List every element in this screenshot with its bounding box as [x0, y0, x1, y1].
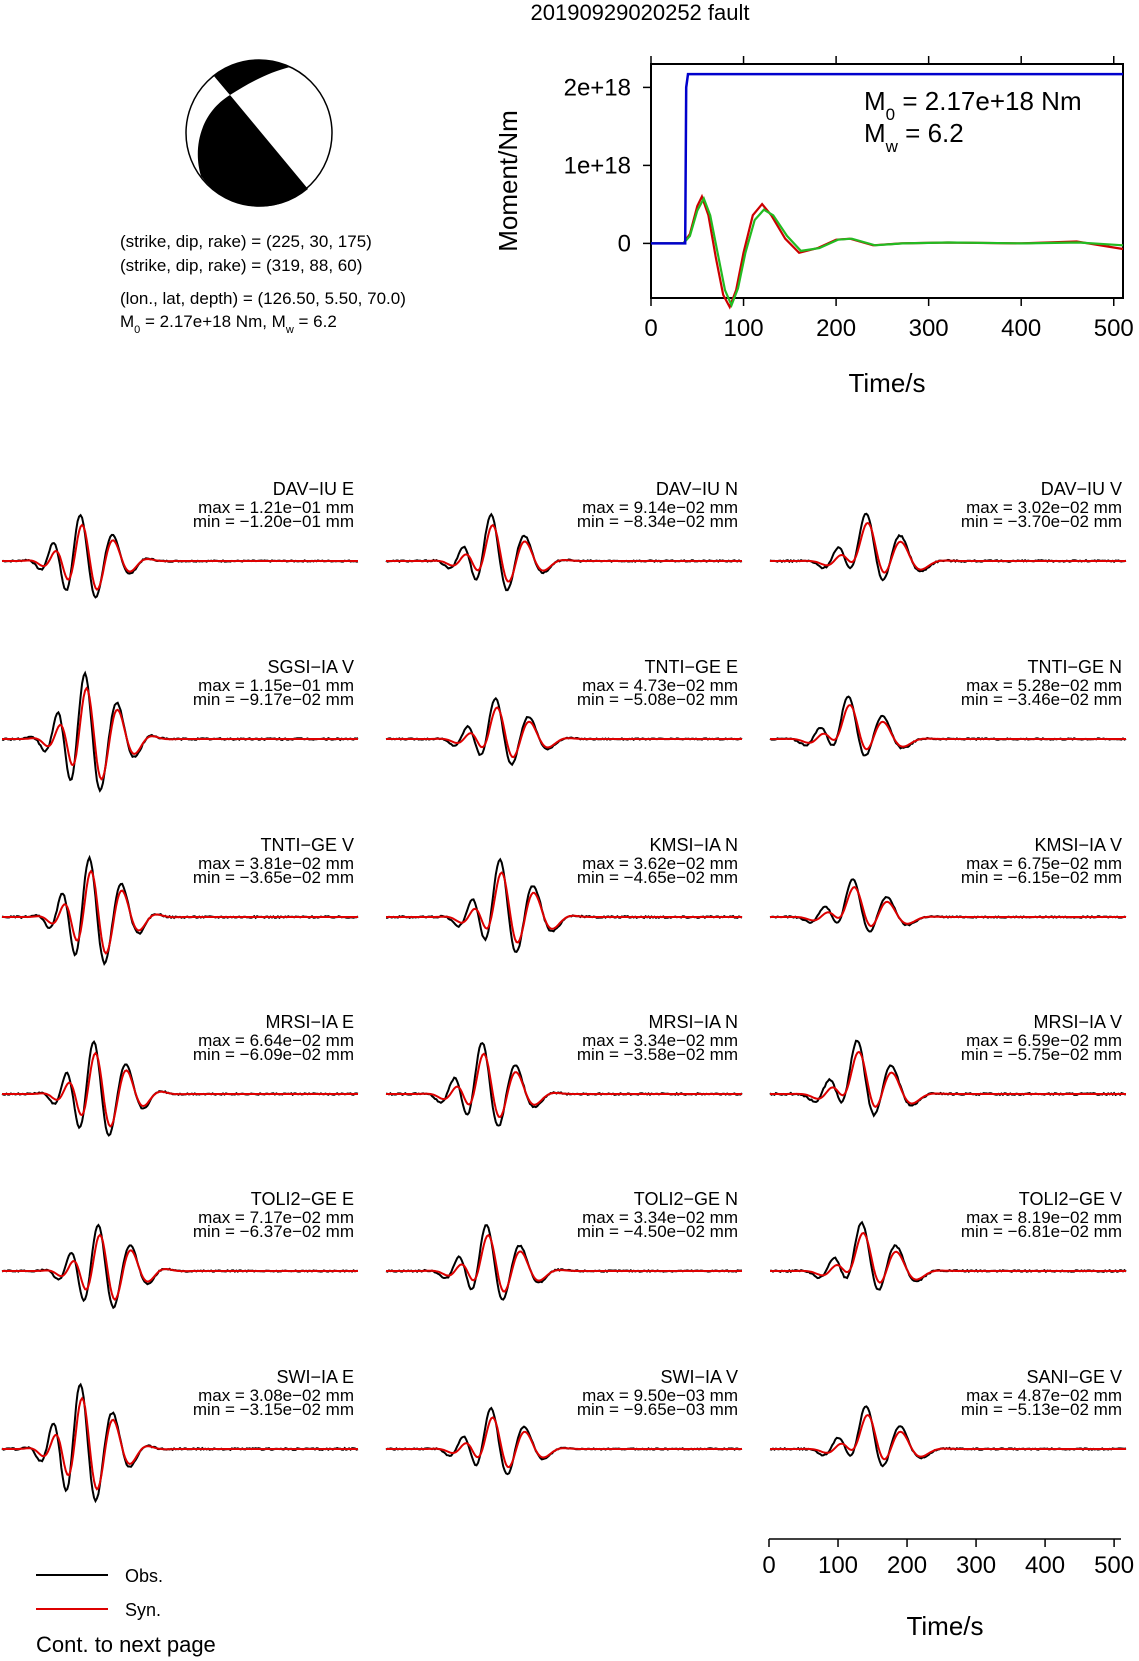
station-min: min = −3.70e−02 mm [960, 512, 1122, 531]
station-name: TNTI−GE N [1027, 657, 1122, 677]
station-max: max = 6.64e−02 mm [198, 1031, 354, 1050]
waveform-xtick-label: 100 [817, 1552, 859, 1579]
waveform-panel [770, 479, 1126, 580]
legend-obs-label: Obs. [125, 1566, 164, 1586]
station-name: SGSI−IA V [267, 657, 354, 677]
station-name: TOLI2−GE N [633, 1189, 738, 1209]
station-min: min = −3.15e−02 mm [192, 1400, 354, 1419]
waveform-panel [386, 1189, 742, 1300]
station-name: MRSI−IA V [1033, 1012, 1122, 1032]
mw-label: $M_w = 6.2$ [864, 118, 964, 156]
waveform-time-axis [762, 1539, 1134, 1641]
station-name: SWI−IA V [660, 1367, 738, 1387]
station-name: TNTI−GE V [260, 835, 354, 855]
station-max: max = 9.50e−03 mm [582, 1386, 738, 1405]
waveform-xtick-label: 0 [762, 1552, 776, 1579]
synthetic-waveform [386, 1235, 742, 1291]
station-max: max = 3.34e−02 mm [582, 1208, 738, 1227]
station-max: max = 1.15e−01 mm [198, 676, 354, 695]
station-min: min = −5.08e−02 mm [576, 690, 738, 709]
waveform-panels [2, 479, 1126, 1501]
synthetic-waveform [386, 1418, 742, 1468]
waveform-panel [770, 835, 1126, 932]
moment-xtick-label: 300 [908, 315, 949, 342]
station-min: min = −3.46e−02 mm [960, 690, 1122, 709]
station-name: SWI−IA E [276, 1367, 354, 1387]
m0-label: $M_0 = 2.17e+18$ Nm [864, 86, 1082, 124]
synthetic-waveform [2, 1235, 358, 1300]
waveform-panel [386, 1012, 742, 1126]
synthetic-waveform [2, 1053, 358, 1126]
legend-syn-label: Syn. [125, 1600, 162, 1620]
legend [36, 1566, 163, 1620]
continuation-note: Cont. to next page [36, 1632, 216, 1657]
station-name: DAV−IU N [655, 479, 738, 499]
station-min: min = −5.13e−02 mm [960, 1400, 1122, 1419]
station-max: max = 8.19e−02 mm [966, 1208, 1122, 1227]
station-min: min = −6.37e−02 mm [192, 1222, 354, 1241]
waveform-xlabel: Time/s [906, 1611, 984, 1641]
waveform-panel [386, 479, 742, 590]
nodal-plane-2: (strike, dip, rake) = (319, 88, 60) [120, 256, 363, 275]
waveform-panel [770, 1367, 1126, 1466]
station-max: max = 9.14e−02 mm [582, 498, 738, 517]
waveform-xtick-label: 300 [956, 1552, 997, 1579]
station-min: min = −6.81e−02 mm [960, 1222, 1122, 1241]
figure-title: 20190929020252 fault [530, 0, 750, 25]
moment-ytick-label: 2e+18 [563, 74, 631, 102]
station-name: KMSI−IA N [649, 835, 738, 855]
station-name: DAV−IU V [1040, 479, 1122, 499]
waveform-panel [770, 1012, 1126, 1116]
waveform-panel [770, 1189, 1126, 1290]
moment-plot [493, 56, 1134, 398]
synthetic-waveform [386, 525, 742, 581]
synthetic-waveform [2, 525, 358, 590]
synthetic-waveform [770, 1415, 1126, 1459]
nodal-plane-1: (strike, dip, rake) = (225, 30, 175) [120, 232, 372, 251]
waveform-panel [2, 1189, 358, 1308]
station-max: max = 7.17e−02 mm [198, 1208, 354, 1227]
station-max: max = 4.87e−02 mm [966, 1386, 1122, 1405]
station-min: min = −4.65e−02 mm [576, 868, 738, 887]
station-min: min = −6.09e−02 mm [192, 1045, 354, 1064]
location-line: (lon., lat, depth) = (126.50, 5.50, 70.0) [120, 289, 406, 308]
waveform-xtick-label: 500 [1094, 1552, 1135, 1579]
station-min: min = −9.17e−02 mm [192, 690, 354, 709]
station-name: SANI−GE V [1026, 1367, 1122, 1387]
moment-ytick-label: 0 [617, 230, 631, 258]
station-max: max = 3.81e−02 mm [198, 854, 354, 873]
station-max: max = 5.28e−02 mm [966, 676, 1122, 695]
waveform-panel [386, 657, 742, 765]
waveform-panel [2, 479, 358, 597]
waveform-xtick-label: 200 [887, 1552, 928, 1579]
waveform-panel [386, 1367, 742, 1474]
station-name: MRSI−IA N [648, 1012, 738, 1032]
waveform-panel [2, 1367, 358, 1501]
moment-xtick-label: 0 [644, 315, 658, 342]
waveform-panel [2, 1012, 358, 1135]
moment-xtick-label: 200 [816, 315, 857, 342]
station-max: max = 3.34e−02 mm [582, 1031, 738, 1050]
station-name: TOLI2−GE V [1018, 1189, 1122, 1209]
station-min: min = −8.34e−02 mm [576, 512, 738, 531]
station-min: min = −1.20e−01 mm [192, 512, 354, 531]
moment-xtick-label: 100 [723, 315, 764, 342]
waveform-panel [386, 835, 742, 952]
beachball-icon [186, 60, 332, 207]
synthetic-waveform [386, 708, 742, 758]
station-max: max = 3.02e−02 mm [966, 498, 1122, 517]
station-max: max = 3.08e−02 mm [198, 1386, 354, 1405]
station-min: min = −5.75e−02 mm [960, 1045, 1122, 1064]
station-max: max = 1.21e−01 mm [198, 498, 354, 517]
synthetic-waveform [770, 705, 1126, 749]
station-name: TNTI−GE E [644, 657, 738, 677]
station-max: max = 6.59e−02 mm [966, 1031, 1122, 1050]
station-max: max = 3.62e−02 mm [582, 854, 738, 873]
waveform-panel [2, 657, 358, 791]
station-max: max = 4.73e−02 mm [582, 676, 738, 695]
waveform-panel [2, 835, 358, 964]
station-min: min = −3.65e−02 mm [192, 868, 354, 887]
station-name: KMSI−IA V [1034, 835, 1122, 855]
station-max: max = 6.75e−02 mm [966, 854, 1122, 873]
waveform-xtick-label: 400 [1025, 1552, 1066, 1579]
moment-ylabel: Moment/Nm [493, 110, 523, 252]
station-name: TOLI2−GE E [250, 1189, 354, 1209]
moment-xtick-label: 500 [1093, 315, 1134, 342]
mechanism-info [120, 232, 406, 336]
observed-waveform [770, 879, 1126, 931]
moment-xlabel: Time/s [848, 368, 926, 398]
moment-xtick-label: 400 [1001, 315, 1042, 342]
waveform-panel [770, 657, 1126, 755]
station-min: min = −9.65e−03 mm [576, 1400, 738, 1419]
station-min: min = −3.58e−02 mm [576, 1045, 738, 1064]
station-name: MRSI−IA E [265, 1012, 354, 1032]
moment-line: $M_0 = 2.17e+18$ Nm, $M_w = 6.2$ [120, 312, 337, 336]
station-name: DAV−IU E [272, 479, 354, 499]
moment-ytick-label: 1e+18 [563, 152, 631, 180]
station-min: min = −4.50e−02 mm [576, 1222, 738, 1241]
station-min: min = −6.15e−02 mm [960, 868, 1122, 887]
moment-rate-series-a [651, 197, 1123, 307]
